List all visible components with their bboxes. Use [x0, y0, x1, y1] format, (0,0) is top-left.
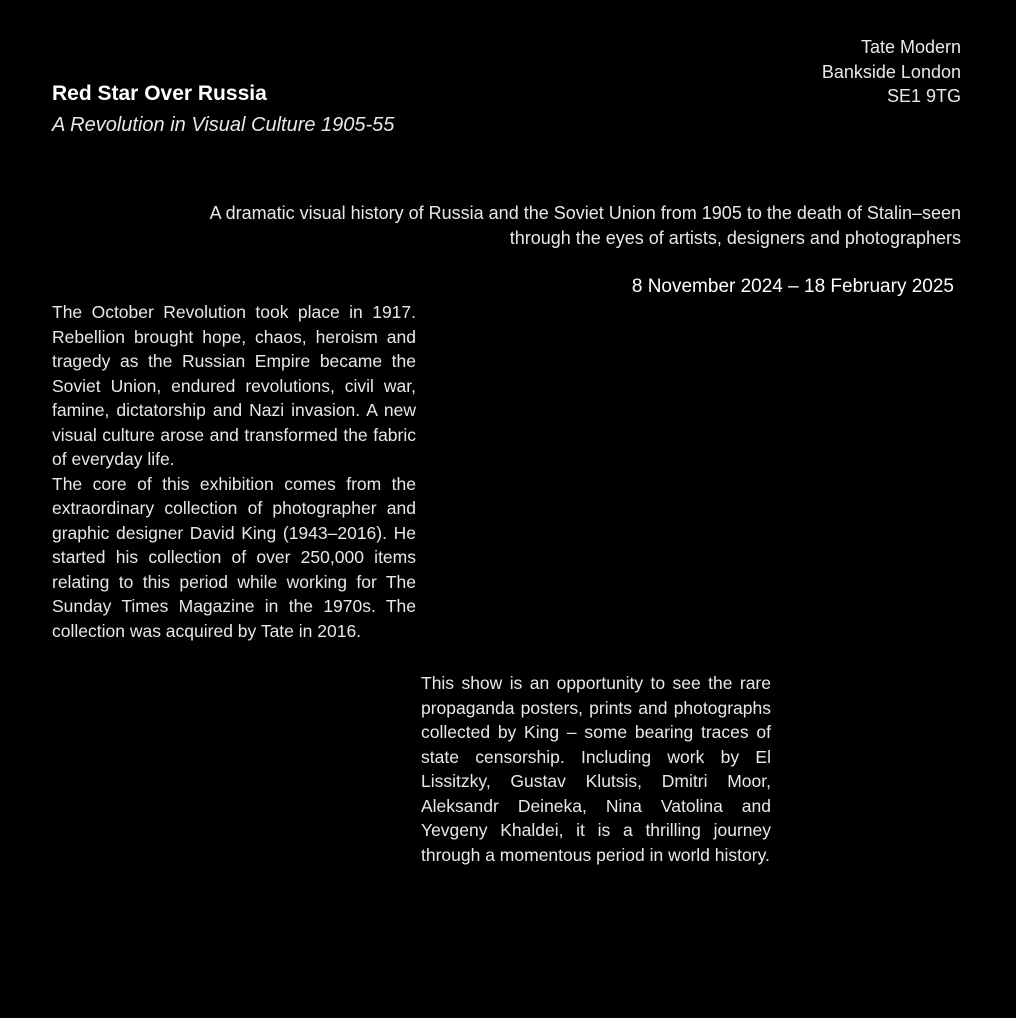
- body-paragraph-1: The October Revolution took place in 1917. Rebellion brought hope, chaos, heroism and tragedy as the Russian Empire became the Soviet Union, endured revolutions, civil war, famine, dictatorship and Nazi invasion. A new visual culture arose and transformed the fabric of everyday life.: [52, 302, 416, 469]
- body-paragraph-3: This show is an opportunity to see the rare propaganda posters, prints and photographs collected by King – some bearing traces of state censorship. Including work by El Lissitzky, Gustav Klutsis, Dmitri Moor, Aleksandr Deineka, Nina Vatolina and Yevgeny Khaldei, it is a thrilling journey through a momentous period in world history.: [421, 673, 771, 865]
- exhibition-dates: 8 November 2024 – 18 February 2025: [631, 276, 954, 297]
- venue-postcode: SE1 9TG: [886, 86, 961, 106]
- venue-address: [822, 35, 961, 109]
- body-paragraph-2: The core of this exhibition comes from the extraordinary collection of photographer and graphic designer David King (1943–2016). He started his collection of over 250,000 items relating to this period while working for The Sunday Times Magazine in the 1970s. The collection was acquired by Tate in 2016.: [52, 473, 416, 641]
- body-left-column: [52, 300, 416, 643]
- venue-name: Tate Modern: [860, 37, 961, 57]
- exhibition-tagline: A dramatic visual history of Russia and the Soviet Union from 1905 to the death of Stalin–seen through the eyes of artists, designers and photographers: [209, 203, 961, 248]
- body-right-column: [421, 671, 771, 867]
- exhibition-title: Red Star Over Russia: [52, 82, 267, 105]
- exhibition-subtitle: A Revolution in Visual Culture 1905-55: [52, 114, 395, 136]
- venue-location: Bankside London: [821, 61, 961, 82]
